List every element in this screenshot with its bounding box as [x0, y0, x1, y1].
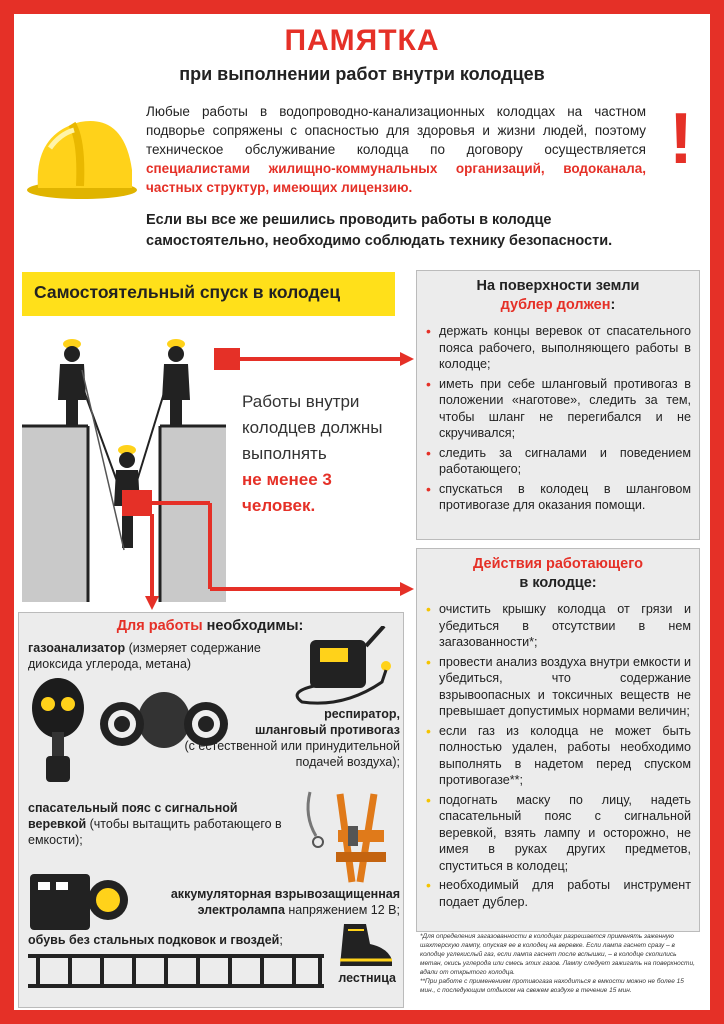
page-subtitle: при выполнении работ внутри колодцев: [179, 64, 545, 84]
list-item: • следить за сигналами и поведением работающего;: [439, 445, 691, 478]
list-item: • очистить крышку колодца от грязи и убедиться в отсутствии в нем загазованности*;: [439, 601, 691, 651]
list-item: • держать концы веревок от спасательного пояса рабочего, выполняющего работы в колодце;: [439, 323, 691, 373]
worker-heading: Действия работающего в колодце:: [473, 556, 643, 591]
list-item: • подогнать маску по лицу, надеть спасательный пояс с сигнальной веревкой, взять лампу и осторожно, не имея в руках других предметов, спуститься в колодец;: [439, 792, 691, 875]
helmet-icon: [20, 100, 138, 202]
shoes-label: обувь без стальных подковок и гвоздей;: [28, 933, 283, 947]
intro-warning: Если вы все же решились проводить работы в колодце самостоятельно, необходимо соблюдать технику безопасности.: [146, 212, 613, 249]
intro-paragraph: Любые работы в водопроводно-канализационных колодцах на частном подворье сопряжены с опасностью для здоровья и жизни людей, поэтому техническое обслуживание колодца по договору осуществляется специалистами жилищно-коммунальных организаций, водоканала, частных структур, имеющих лицензию.: [146, 104, 646, 195]
list-item: • провести анализ воздуха внутри емкости и убедиться, что содержание взрывоопасных и токсичных веществ не превышает допустимых нормами величин;: [439, 654, 691, 720]
list-item: • спускаться в колодец в шланговом противогазе для оказания помощи.: [439, 481, 691, 514]
gas-analyzer-icon: [284, 626, 396, 708]
list-item: • иметь при себе шланговый противогаз в положении «наготове», следить за тем, чтобы шланг не перегибался и не скручивался;: [439, 376, 691, 442]
list-item: • если газ из колодца не может быть полностью удален, работы необходимо выполнять в надетом перед спуском противогазе**;: [439, 723, 691, 789]
crew-note: Работы внутри колодцев должны выполнять не менее 3 человек.: [242, 392, 383, 515]
list-item: • необходимый для работы инструмент подает дублер.: [439, 877, 691, 910]
rescue-belt-label: спасательный пояс с сигнальной веревкой (чтобы вытащить работающего в емкости);: [28, 801, 282, 847]
surface-list: [417, 323, 699, 514]
boot-icon: [330, 920, 396, 968]
descent-banner: Самостоятельный спуск в колодец: [22, 272, 395, 316]
rescue-belt-icon: [300, 786, 396, 886]
lamp-icon: [24, 864, 130, 932]
surface-duties-box: [416, 270, 700, 540]
worker-actions-box: [416, 548, 700, 932]
ladder-icon: [28, 950, 324, 992]
surface-heading: На поверхности земли дублер должен:: [476, 278, 640, 313]
footnotes: *Для определения загазованности в колодцах разрешается применять заженную шахтерскую лампу, опуская ее в колодец на веревке. Если лампа гаснет сразу – в колодце углекислый газ, если лампа гаснет после вспышки, – в колодце скопились метан, окись углерода или смесь этих газов. Лампу следует зажигать на поверхности, вдали от открытого колодца. **При работе с применением противогаза находиться в емкости можно не более 15 мин., с последующим отдыхом на свежем воздухе в течение 15 мин.: [420, 933, 695, 994]
worker-list: [417, 601, 699, 910]
respirator-label: респиратор, шланговый противогаз (с естественной или принудительной подачей воздуха);: [184, 707, 400, 769]
exclamation-icon: !: [669, 99, 693, 179]
ladder-label: лестница: [338, 971, 396, 985]
gas-analyzer-label: газоанализатор (измеряет содержание диоксида углерода, метана): [28, 641, 261, 671]
poster: [14, 14, 710, 1010]
gas-mask-icon: [26, 674, 92, 786]
lamp-label: аккумуляторная взрывозащищенная электролампа напряжением 12 В;: [170, 887, 400, 917]
equipment-heading: Для работы необходимы:: [116, 618, 304, 634]
page-title: ПАМЯТКА: [284, 24, 440, 57]
